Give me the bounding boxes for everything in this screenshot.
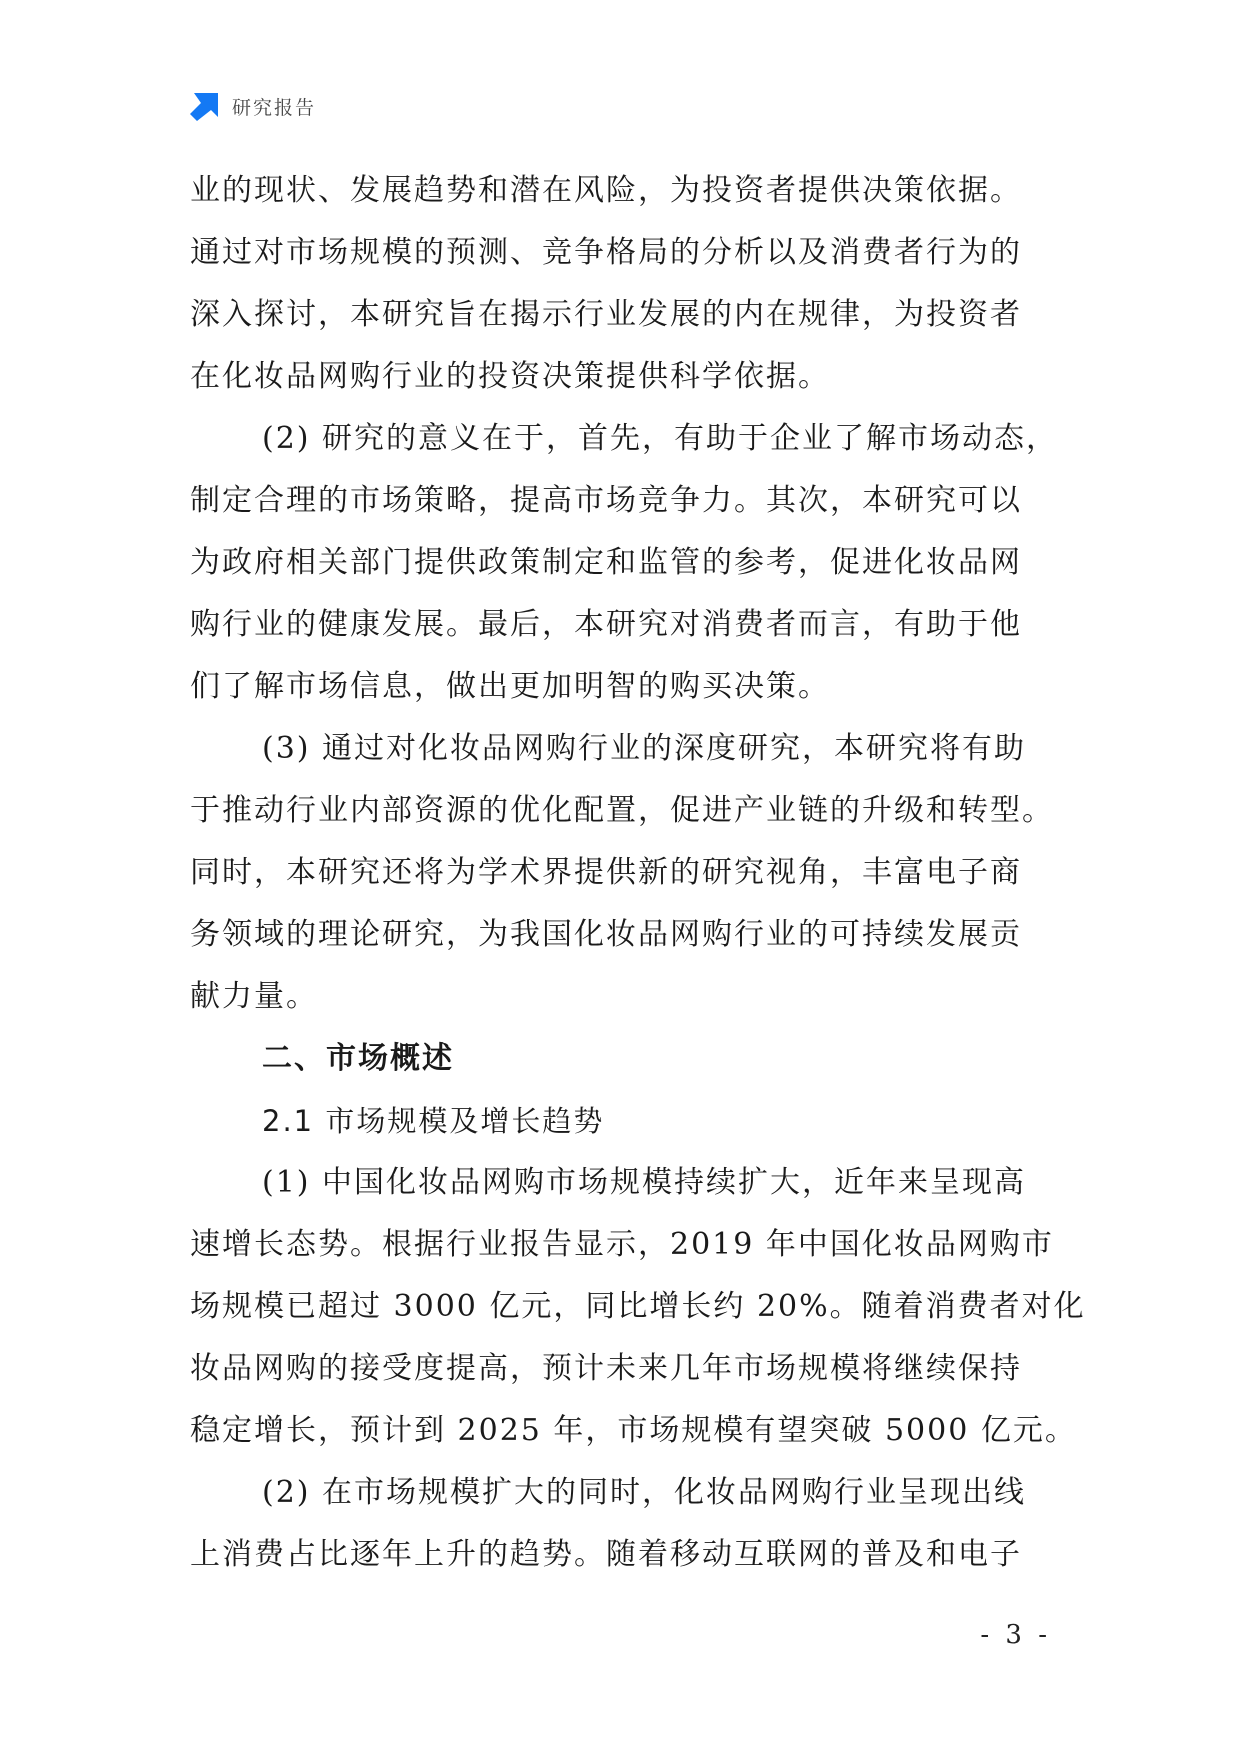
text-line: 在化妆品网购行业的投资决策提供科学依据。 — [190, 359, 830, 394]
text-line: 为政府相关部门提供政策制定和监管的参考，促进化妆品网 — [190, 545, 1022, 580]
text-line: 务领域的理论研究，为我国化妆品网购行业的可持续发展贡 — [190, 917, 1022, 952]
text-line: 上消费占比逐年上升的趋势。随着移动互联网的普及和电子 — [190, 1537, 1022, 1572]
arrow-up-right-icon — [190, 91, 220, 121]
text-line: 业的现状、发展趋势和潜在风险，为投资者提供决策依据。 — [190, 173, 1022, 208]
document-body — [190, 160, 1086, 1586]
text-line: 深入探讨，本研究旨在揭示行业发展的内在规律，为投资者 — [190, 297, 1022, 332]
text-line: 稳定增长，预计到 2025 年，市场规模有望突破 5000 亿元。 — [190, 1413, 1077, 1448]
text-line: 妆品网购的接受度提高，预计未来几年市场规模将继续保持 — [190, 1351, 1022, 1386]
subsection-heading: 2.1 市场规模及增长趋势 — [262, 1104, 605, 1138]
text-line: (2) 在市场规模扩大的同时，化妆品网购行业呈现出线 — [262, 1475, 1027, 1510]
text-line: 同时，本研究还将为学术界提供新的研究视角，丰富电子商 — [190, 855, 1022, 890]
text-line: (2) 研究的意义在于，首先，有助于企业了解市场动态， — [262, 421, 1059, 456]
text-line: 场规模已超过 3000 亿元，同比增长约 20%。随着消费者对化 — [190, 1289, 1086, 1324]
text-line: (1) 中国化妆品网购市场规模持续扩大，近年来呈现高 — [262, 1165, 1027, 1200]
header-title: 研究报告 — [232, 96, 317, 119]
text-line: 制定合理的市场策略，提高市场竞争力。其次，本研究可以 — [190, 483, 1022, 518]
text-line: 献力量。 — [190, 979, 318, 1014]
page-header — [190, 88, 316, 124]
page-number: - 3 - — [980, 1620, 1051, 1650]
text-line: (3) 通过对化妆品网购行业的深度研究，本研究将有助 — [262, 731, 1027, 766]
text-line: 于推动行业内部资源的优化配置，促进产业链的升级和转型。 — [190, 793, 1054, 828]
text-line: 购行业的健康发展。最后，本研究对消费者而言，有助于他 — [190, 607, 1022, 642]
section-heading: 二、市场概述 — [262, 1041, 454, 1076]
text-line: 们了解市场信息，做出更加明智的购买决策。 — [190, 669, 830, 704]
text-line: 通过对市场规模的预测、竞争格局的分析以及消费者行为的 — [190, 235, 1022, 270]
text-line: 速增长态势。根据行业报告显示，2019 年中国化妆品网购市 — [190, 1227, 1054, 1262]
